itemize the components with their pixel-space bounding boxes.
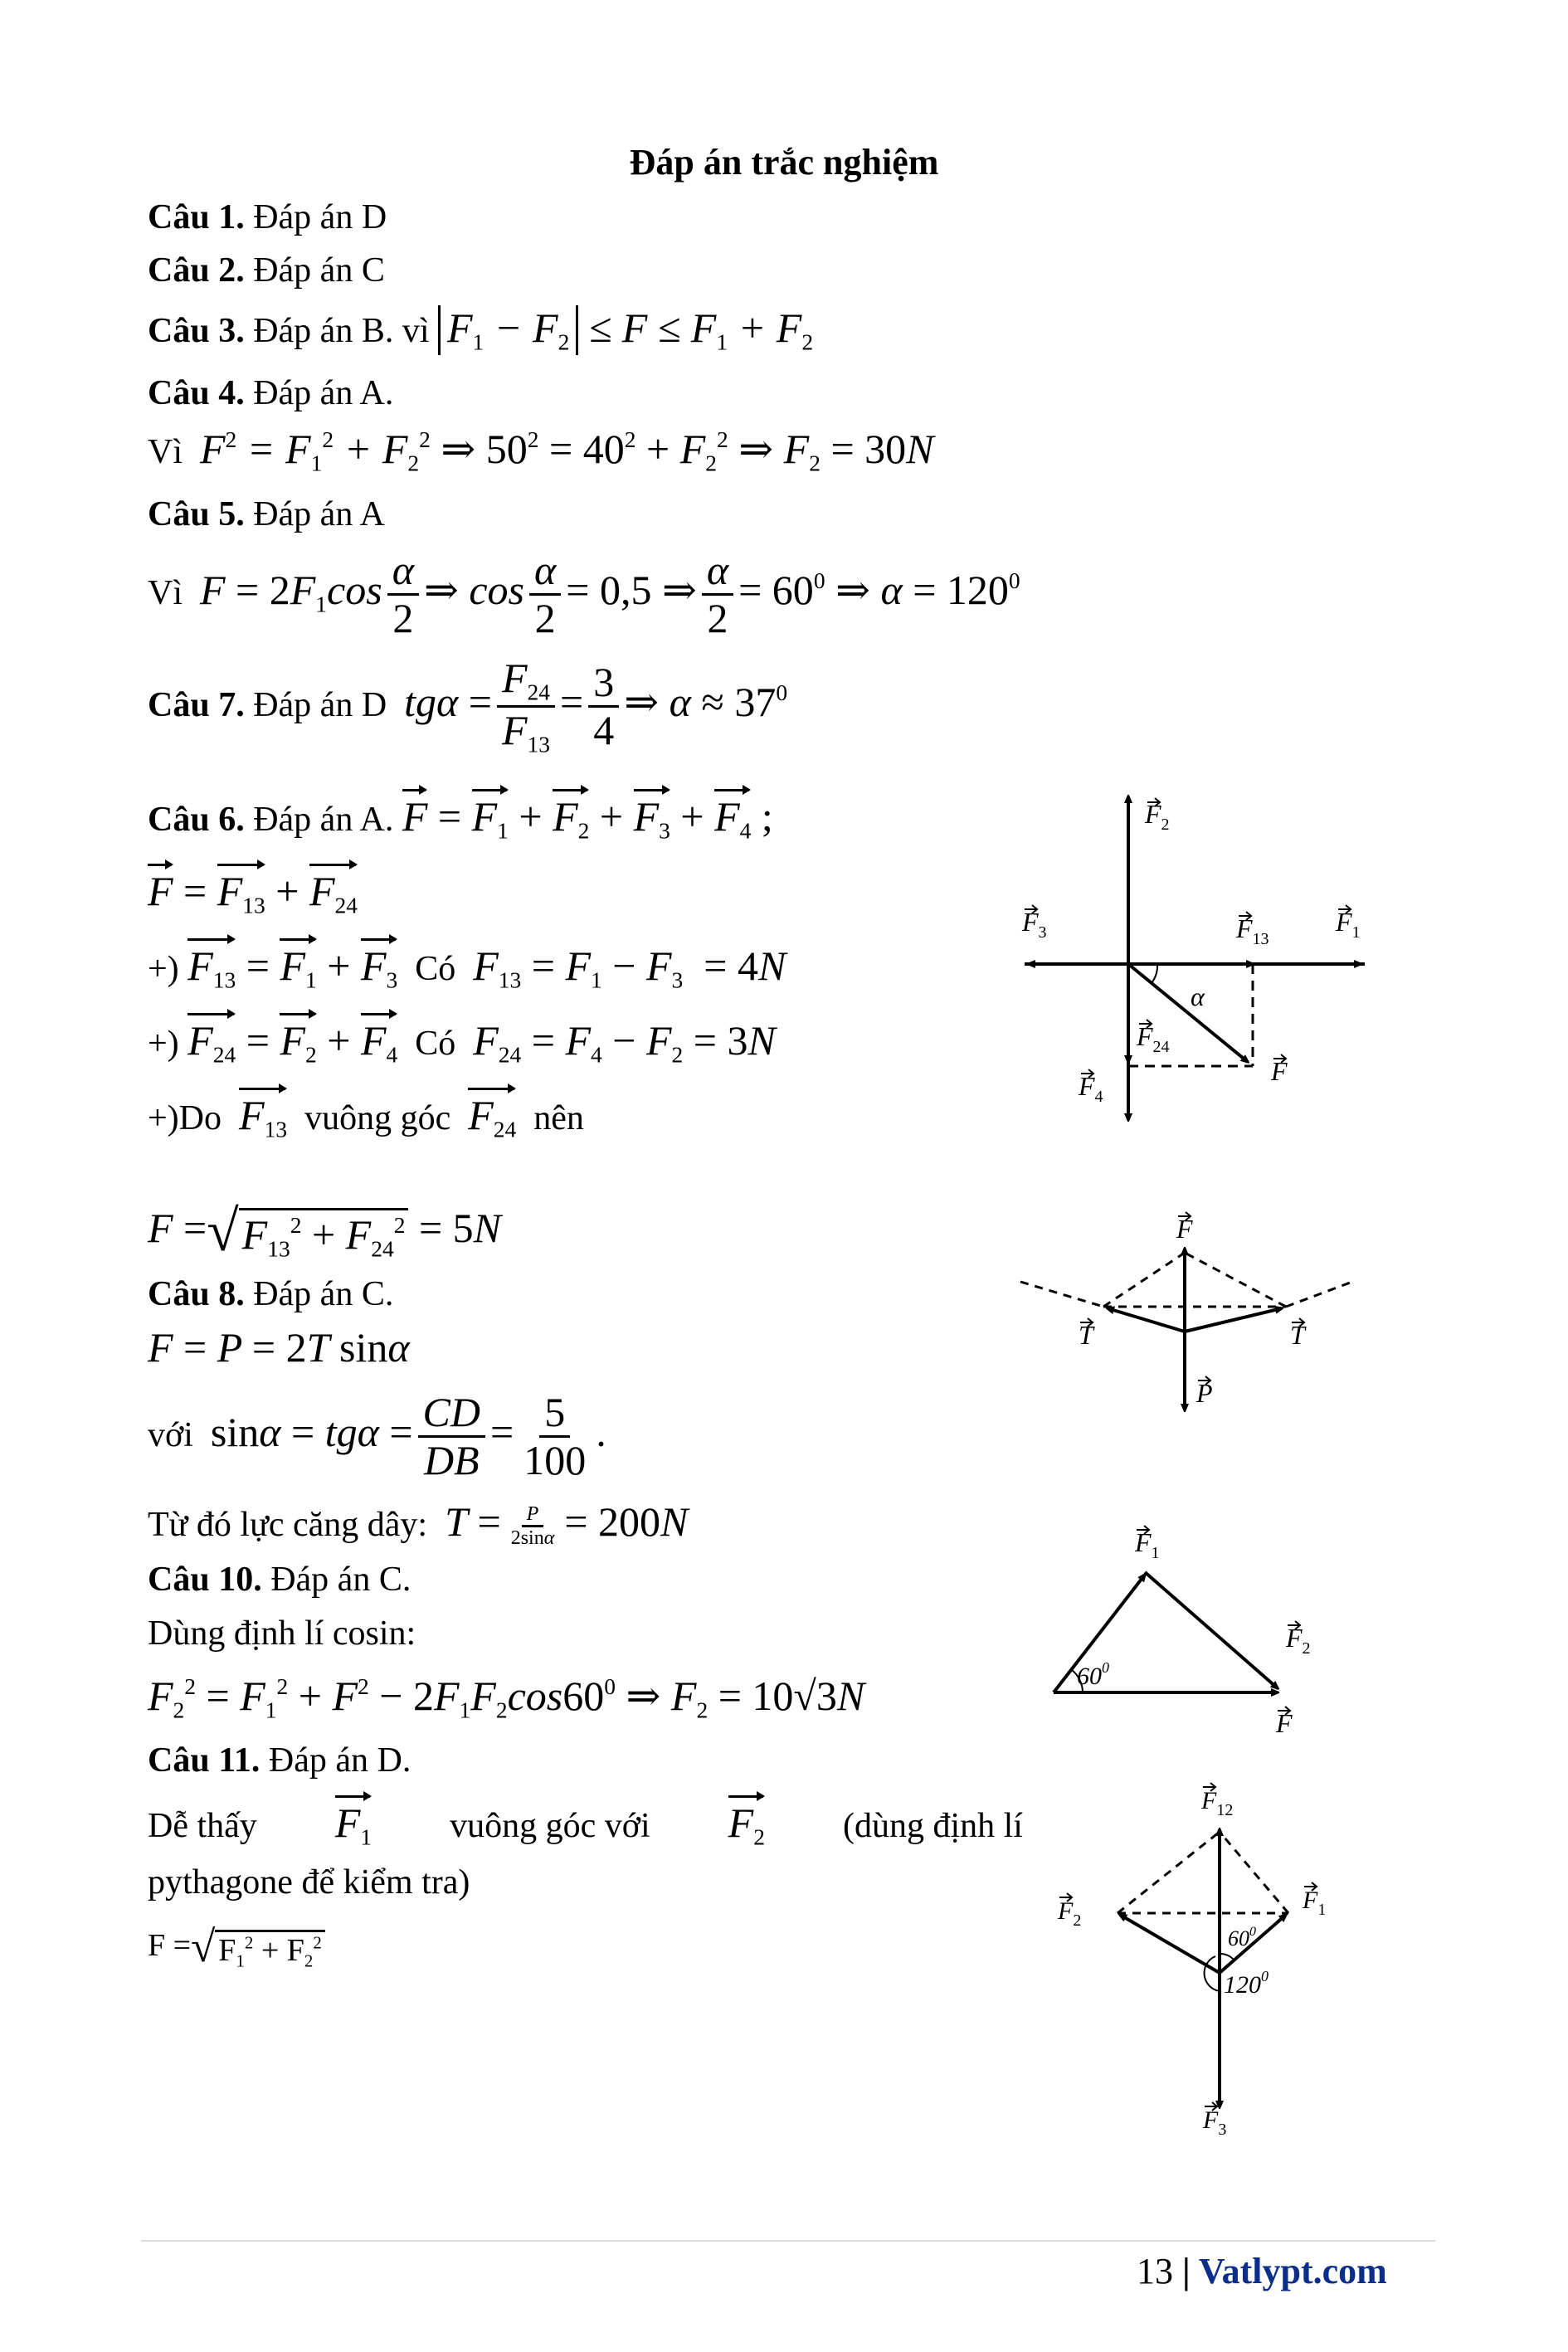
formula: $F_2$ — [728, 1799, 765, 1850]
question-label: Câu 7. — [148, 685, 245, 724]
angle-arc — [1152, 964, 1157, 983]
rope-extension — [1020, 1282, 1103, 1307]
text: Từ đó lực căng dây: — [148, 1506, 428, 1544]
f2-arrow — [1120, 1915, 1220, 1973]
text: vuông góc với — [450, 1807, 650, 1845]
label-f: F — [1271, 1056, 1288, 1086]
label-f24: $F_{24}$ — [1137, 1021, 1170, 1056]
formula: $F_{13}$ — [239, 1092, 288, 1142]
formula: F = √ $F_1^2 + F_2^2$ — [148, 1928, 325, 1963]
formula: $F_1$ — [334, 1799, 373, 1850]
label-f2: $F_2$ — [1145, 799, 1170, 834]
answer-text: Đáp án C. — [244, 1275, 394, 1313]
question-label: Câu 8. — [148, 1275, 245, 1313]
label-f2: $F_2$ — [1286, 1623, 1311, 1658]
answer-text: Đáp án A. — [244, 801, 394, 839]
text: Vì — [148, 433, 183, 471]
question-label: Câu 1. — [148, 198, 245, 236]
question-label: Câu 2. — [148, 251, 245, 290]
tension-arrow-right — [1185, 1308, 1282, 1332]
label-f13: $F_{13}$ — [1236, 913, 1269, 948]
answer-8-line2 — [148, 1323, 410, 1371]
dashed-line — [1185, 1253, 1286, 1307]
formula: $F_{13} = F_1 + F_3$ — [187, 942, 398, 993]
text: pythagone để kiểm tra) — [148, 1863, 470, 1902]
answer-text: Đáp án D — [244, 685, 387, 724]
formula: $F_1 - F_2 \le F \le F_1 + F_2$ — [438, 304, 813, 351]
answer-4 — [148, 373, 393, 413]
answer-text: Đáp án C. — [261, 1561, 411, 1599]
text: nên — [533, 1099, 584, 1137]
text: +)Do — [148, 1099, 222, 1137]
page-footer — [1137, 2250, 1387, 2292]
formula: $F = F_{13} + F_{24}$ — [148, 868, 358, 918]
label-f1: $F_1$ — [1303, 1887, 1327, 1919]
answer-text: Đáp án B. vì — [244, 312, 430, 350]
formula: $F = F_1 + F_2 + F_3 + F_4$ ; — [402, 793, 773, 844]
label-f4: $F_4$ — [1079, 1071, 1103, 1106]
formula: F = √ $F_{13}^2 + F_{24}^2$ = 5N — [148, 1200, 502, 1264]
label-f3: $F_3$ — [1022, 907, 1047, 942]
label-f2: $F_2$ — [1058, 1897, 1082, 1930]
formula: $F_{24}$ — [468, 1092, 517, 1142]
page-title: Đáp án trắc nghiệm — [629, 142, 939, 183]
footer-separator: | — [1173, 2251, 1199, 2291]
label-t-right: T — [1290, 1320, 1305, 1350]
formula: T = $\frac{P}{2\sin\alpha}$ = 200N — [445, 1498, 689, 1550]
answer-1 — [148, 197, 387, 237]
answer-text: Đáp án A. — [244, 374, 394, 412]
text: Có — [415, 950, 456, 988]
label-f3: $F_3$ — [1203, 2106, 1227, 2139]
force-diagram-q8 — [1004, 1203, 1361, 1435]
answer-10-line3 — [148, 1672, 864, 1724]
label-angle-120: $120^0$ — [1224, 1968, 1269, 1999]
answer-11 — [148, 1741, 411, 1780]
text: vuông góc — [304, 1099, 451, 1137]
site-name[interactable]: Vatlypt.com — [1198, 2251, 1387, 2291]
label-angle: $60^0$ — [1077, 1659, 1109, 1690]
answer-8 — [148, 1274, 393, 1314]
answer-4-formula — [148, 425, 934, 477]
label-f: F — [1176, 1214, 1193, 1244]
answer-text: Đáp án D — [244, 198, 387, 236]
answer-10 — [148, 1560, 411, 1600]
answer-6 — [148, 792, 773, 845]
dashed-line — [1220, 1832, 1288, 1913]
answer-6-result — [148, 1200, 502, 1264]
formula: tgα = $\frac{F_{24}}{F_{13}}$ = $\frac{3}{4}$ ⇒ $\alpha \approx 37^0$ — [404, 655, 788, 757]
question-label: Câu 4. — [148, 374, 245, 412]
question-label: Câu 5. — [148, 495, 245, 533]
rope-extension — [1286, 1282, 1352, 1307]
answer-11-line2 — [148, 1799, 1023, 1851]
answer-text: Đáp án C — [244, 251, 385, 290]
answer-2 — [148, 251, 385, 290]
answer-5-formula — [148, 548, 1020, 641]
tension-arrow-left — [1108, 1308, 1185, 1332]
answer-6-line2 — [148, 867, 358, 919]
formula: $F_{24} = F_4 - F_2 = 3N$ — [473, 1017, 776, 1068]
answer-6-line5 — [148, 1091, 584, 1143]
text: Dùng định lí cosin: — [148, 1614, 416, 1653]
answer-text: Đáp án D. — [260, 1741, 411, 1780]
answer-6-line4: +) $F_{24} = F_2 + F_4$ Có $F_{24} = F_4 - F_2 = 3N$ — [148, 1017, 776, 1068]
answer-8-line4 — [148, 1497, 688, 1549]
text: Dễ thấy — [148, 1807, 257, 1845]
page-number: 13 — [1137, 2251, 1173, 2291]
label-angle-60: $60^0$ — [1228, 1925, 1256, 1950]
formula: sinα = tgα = $\frac{CD}{DB}$ = $\frac{5}{100}$ . — [210, 1389, 606, 1483]
answer-11-result — [148, 1922, 325, 1971]
question-label: Câu 10. — [148, 1561, 262, 1599]
answer-8-line3 — [148, 1390, 606, 1483]
f2-arrow — [1145, 1572, 1278, 1688]
force-diagram-q6 — [1012, 780, 1394, 1145]
formula: $F^2 = F_1^2 + F_2^2$ ⇒ $50^2 = 40^2 + F_2^2$ ⇒ $F_2 = 30N$ — [200, 426, 934, 476]
formula: $F_{13} = F_1 - F_3 = 4N$ — [473, 942, 786, 993]
answer-text: Đáp án A — [244, 495, 385, 533]
footer-divider — [141, 2240, 1435, 2242]
formula: F = P = 2T sinα — [148, 1324, 410, 1371]
text: (dùng định lí — [842, 1807, 1023, 1845]
force-triangle-q10 — [1037, 1510, 1344, 1751]
label-p: P — [1196, 1378, 1213, 1408]
answer-7 — [148, 655, 787, 757]
text: Vì — [148, 573, 183, 612]
label-t-left: T — [1079, 1320, 1093, 1350]
formula: $F = 2F_1\cos$ $\frac{\alpha}{2}$ ⇒ cos $\frac{\alpha}{2}$ = 0,5 ⇒ $\frac{\alpha}{2}$ = $60^0$ ⇒ $\alpha = 120^0$ — [200, 547, 1020, 641]
label-f1: $F_1$ — [1135, 1527, 1160, 1562]
text: với — [148, 1415, 193, 1454]
label-alpha: α — [1191, 981, 1205, 1011]
label-f1: $F_1$ — [1336, 907, 1361, 942]
question-label: Câu 11. — [148, 1741, 261, 1780]
formula: $F_{24} = F_2 + F_4$ — [187, 1017, 398, 1068]
label-f12: $F_{12}$ — [1201, 1787, 1234, 1819]
text: Có — [415, 1025, 456, 1063]
angle-arc — [1205, 1956, 1220, 1991]
question-label: Câu 3. — [148, 312, 245, 350]
answer-6-line3: +) $F_{13} = F_1 + F_3$ Có $F_{13} = F_1 - F_3 = 4N$ — [148, 942, 786, 993]
answer-5 — [148, 494, 385, 534]
question-label: Câu 6. — [148, 801, 245, 839]
dashed-line — [1118, 1832, 1220, 1913]
label-f: F — [1276, 1708, 1293, 1738]
formula: $F_2^2 = F_1^2 + F^2 - 2F_1F_2\cos 60^0$ ⇒ $F_2 = 10√3N$ — [148, 1673, 865, 1723]
answer-11-line3 — [148, 1863, 470, 1902]
force-diagram-q11 — [1054, 1767, 1385, 2157]
answer-10-line2 — [148, 1614, 416, 1653]
answer-3 — [148, 304, 813, 356]
angle-arc — [1220, 1954, 1234, 1960]
dashed-line — [1103, 1253, 1185, 1307]
